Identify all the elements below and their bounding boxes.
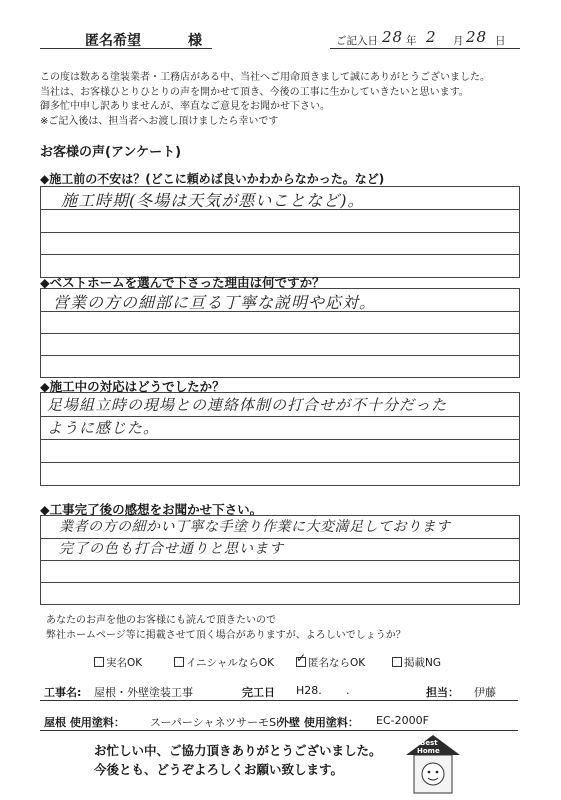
survey-title: お客様の声(アンケート) [40, 145, 182, 160]
date-year: 28 [382, 28, 404, 46]
section-2-title: ◆ベストホームを選んで下さった理由は何ですか？ [40, 275, 325, 290]
completion-label: 完工日 [242, 686, 275, 699]
honorific: 様 [188, 33, 202, 49]
intro-line: 当社は、お客様ひとりひとりの声を開かせて頂き、今後の工事に生かしていきたいと思います。 [40, 86, 469, 98]
checkbox-icon[interactable] [174, 657, 184, 667]
checkbox-icon[interactable] [94, 657, 104, 667]
section-3-title: ◆施工中の対応はどうでしたか？ [40, 379, 225, 394]
customer-name: 匿名希望 [85, 33, 141, 49]
best-home-logo [404, 733, 462, 795]
section-2-answer-line: 営業の方の細部に亘る丁寧な説明や応対。 [53, 293, 377, 312]
rep-label: 担当： [426, 686, 459, 699]
section-4-answer-line: 完了の色も打合せ通りと思います [59, 541, 284, 557]
logo-text-1: Best [420, 739, 438, 747]
option-no-publish[interactable]: 掲載NG [392, 655, 441, 670]
section-1-answer-line: 施工時期(冬場は天気が悪いことなど)。 [61, 191, 365, 210]
work-info-line [40, 682, 518, 701]
thanks-line: お忙しい中、ご協力頂きありがとうございました。 [94, 743, 382, 758]
roof-label: 屋根 使用塗料： [44, 716, 125, 729]
section-3-answer-line: ように感じた。 [47, 419, 160, 437]
day-unit: 日 [495, 35, 506, 47]
share-question-line: 弊社ホームページ等に掲載させて頂く場合がありますが、よろしいでしょうか？ [46, 629, 406, 641]
section-1-answer-box [40, 186, 520, 278]
date-month: 2 [426, 28, 437, 46]
option-real-name[interactable]: 実名OK [94, 655, 142, 670]
completion-value: H28. [296, 684, 322, 697]
thanks-line: 今後とも、どうぞよろしくお願い致します。 [94, 762, 344, 777]
intro-line: この度は数ある塗装業者・工務店がある中、当社へご用命頂きまして誠にありがとうございました。 [40, 72, 490, 83]
intro-text [40, 71, 540, 129]
thanks-message [94, 741, 382, 779]
option-anonymous[interactable]: ✓ 匿名ならOK [296, 651, 366, 669]
section-4-answer-line: 業者の方の細かい丁寧な手塗り作業に大変満足しております [59, 519, 451, 535]
work-value: 屋根・外壁塗装工事 [94, 686, 193, 699]
date-day: 28 [466, 28, 488, 46]
share-question-line: あなたのお声を他のお客様にも読んで頂きたいので [46, 615, 276, 626]
year-unit: 年 [406, 35, 417, 47]
option-initials[interactable]: イニシャルならOK [174, 655, 274, 670]
share-question [46, 614, 526, 643]
section-1-title: ◆施工前の不安は？(どこに頼めば良いかわからなかった。など) [40, 172, 385, 186]
checkbox-icon[interactable] [392, 657, 402, 667]
rep-value: 伊藤 [474, 686, 496, 699]
customer-name-line [40, 28, 212, 49]
completion-sep: . [346, 684, 350, 697]
intro-line: 御多忙中申し訳ありませんが、率直なご意見をお聞かせ下さい。 [40, 101, 330, 112]
section-3-answer-box [40, 392, 520, 486]
section-4-answer-box [40, 515, 520, 605]
wall-label: 外壁 使用塗料： [278, 716, 359, 729]
check-mark-icon: ✓ [296, 651, 307, 665]
logo-text-2: Home [417, 747, 440, 755]
intro-line: ※ご記入後は、担当者へお渡し頂けましたら幸いです [40, 115, 279, 127]
date-line [330, 28, 520, 49]
section-4-title: ◆工事完了後の感想をお聞かせ下さい。 [40, 502, 263, 517]
month-unit: 月 [453, 35, 464, 47]
section-2-answer-box [40, 288, 520, 378]
wall-paint: EC-2000F [376, 714, 429, 727]
section-3-answer-line: 足場組立時の現場との連絡体制の打合せが不十分だった [47, 396, 448, 414]
roof-paint: スーパーシャネツサーモSi [150, 716, 280, 729]
work-label: 工事名: [44, 686, 82, 699]
checkbox-icon[interactable] [296, 651, 307, 667]
date-label: ご記入日 [336, 35, 378, 47]
paint-info-line [40, 712, 518, 731]
